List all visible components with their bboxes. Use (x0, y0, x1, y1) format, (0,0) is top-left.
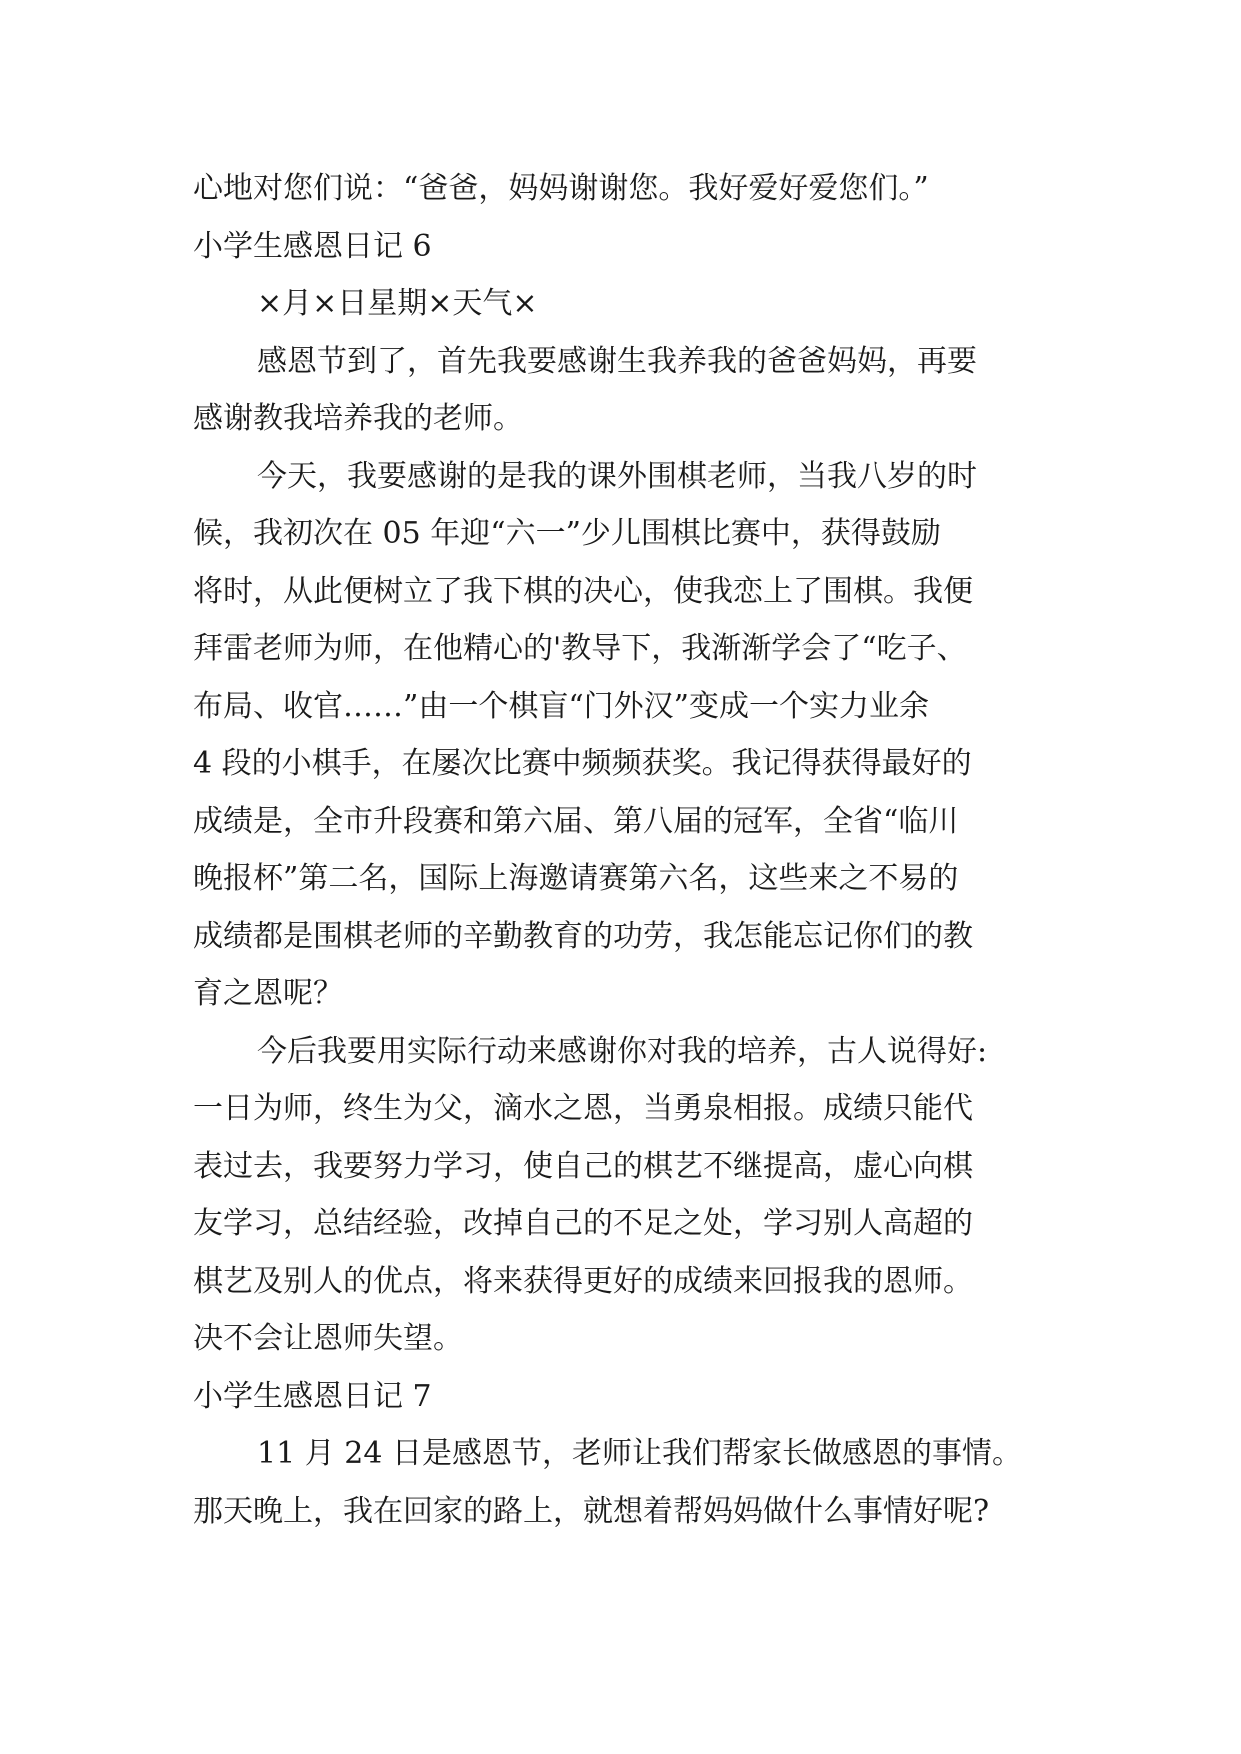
text-line: 棋艺及别人的优点，将来获得更好的成绩来回报我的恩师。 (193, 1263, 973, 1299)
text-line: 那天晚上，我在回家的路上，就想着帮妈妈做什么事情好呢? (193, 1493, 990, 1529)
text-line: 拜雷老师为师，在他精心的'教导下，我渐渐学会了“吃子、 (193, 631, 967, 666)
document-page (193, 160, 1063, 1540)
text-line: 今天，我要感谢的是我的课外围棋老师，当我八岁的时 (257, 458, 977, 494)
text-line: 感恩节到了，首先我要感谢生我养我的爸爸妈妈，再要 (257, 343, 977, 379)
section-heading: 小学生感恩日记 7 (193, 1378, 432, 1414)
diary-date-line: ×月×日星期×天气× (257, 286, 538, 321)
text-line: 今后我要用实际行动来感谢你对我的培养，古人说得好: (257, 1033, 988, 1069)
text-line: 成绩都是围棋老师的辛勤教育的功劳，我怎能忘记你们的教 (193, 918, 973, 954)
text-line: 一日为师，终生为父，滴水之恩，当勇泉相报。成绩只能代 (193, 1091, 973, 1126)
text-line: 感谢教我培养我的老师。 (193, 401, 523, 436)
text-line: 成绩是，全市升段赛和第六届、第八届的冠军，全省“临川 (193, 803, 959, 839)
text-line: 4 段的小棋手，在屡次比赛中频频获奖。我记得获得最好的 (193, 746, 972, 781)
text-line: 育之恩呢？ (193, 976, 343, 1011)
text-line: 表过去，我要努力学习，使自己的棋艺不继提高，虚心向棋 (193, 1148, 973, 1184)
section-heading: 小学生感恩日记 6 (193, 228, 432, 264)
text-line: 决不会让恩师失望。 (193, 1321, 463, 1356)
text-line: 候，我初次在 05 年迎“六一”少儿围棋比赛中，获得鼓励 (193, 516, 941, 551)
text-line: 心地对您们说：“爸爸，妈妈谢谢您。我好爱好爱您们。” (193, 171, 929, 206)
text-line: 友学习，总结经验，改掉自己的不足之处，学习别人高超的 (193, 1206, 973, 1241)
text-line: 将时，从此便树立了我下棋的决心，使我恋上了围棋。我便 (193, 573, 973, 609)
text-line: 布局、收官……”由一个棋盲“门外汉”变成一个实力业余 (193, 688, 930, 724)
text-line: 11 月 24 日是感恩节，老师让我们帮家长做感恩的事情。 (257, 1436, 1022, 1471)
text-line: 晚报杯”第二名，国际上海邀请赛第六名，这些来之不易的 (193, 861, 959, 896)
